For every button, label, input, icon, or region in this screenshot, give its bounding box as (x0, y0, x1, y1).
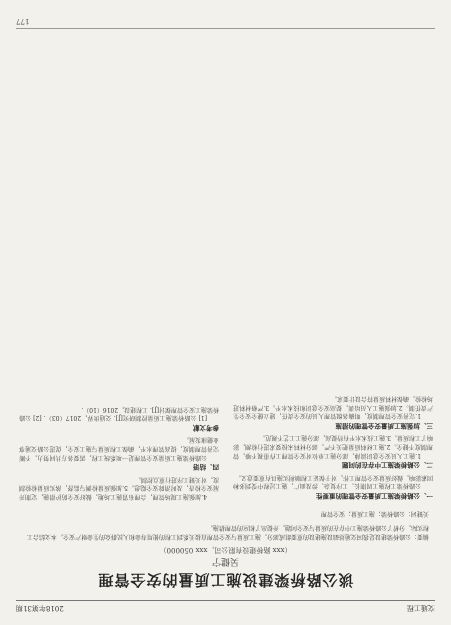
article-title: 谈公路桥梁建设施工质量的安全管理 (97, 571, 354, 589)
page-number: 177 (16, 17, 30, 25)
page-header (16, 600, 435, 615)
paragraph: 1.完善安全管理制度，明确各级管理人员的安全责任，建立健全安全生产责任制。2.加强施工人员培训，提高安全意识和技术水平。3.严格材料进场检验，确保材料质量符合设计要求。 (233, 395, 433, 420)
journal-name: 交通工程 (407, 604, 435, 612)
author-affiliation: （xxx 路桥建设有限公司，xxx 050000） (159, 546, 292, 554)
article-author: 吴健宁 (212, 556, 240, 566)
section-heading: 四、结语 (193, 463, 219, 472)
section-heading: 三、加强施工质量安全管理的措施 (335, 421, 433, 430)
section-heading: 二、公路桥梁施工中存在的问题 (342, 461, 433, 470)
abstract: 摘要：公路桥梁建设是我国交通基础设施建设的重要组成部分，施工质量与安全管理直接关系到工程的使用寿命和人民群众的生命财产安全。本文结合工程实际，分析了公路桥梁施工中存在的质量与安全问题，并提出了相应的管理措施。 (26, 524, 429, 540)
keywords: 关键词：公路桥梁；施工质量；安全管理 (320, 510, 429, 517)
paragraph: 公路桥梁施工质量安全管理是一项系统工程，需要各方共同努力，不断完善管理制度，提高管理水平，确保工程质量与施工安全，促进公路交通事业健康发展。 (19, 436, 219, 461)
paragraph: 4.加强施工现场管理，合理布置施工场地，做好安全防护措施，定期开展安全检查，及时消除安全隐患。5.加强质量检测与监督，落实质量检验制度，对关键工序进行重点控制。 (19, 475, 219, 500)
issue-label: 2018年第31期 (16, 604, 64, 612)
section-heading: 一、公路桥梁施工质量安全管理的重要性 (316, 492, 433, 500)
footer-rule (16, 28, 435, 29)
paragraph: 公路桥梁工程施工周期长、工序复杂、涉及面广，施工过程中受到多种因素影响，做好质量安全管理工作，对于保证工程顺利实施具有重要意义。 (233, 473, 433, 490)
paragraph: 1.施工人员安全意识淡薄，部分施工单位对安全管理工作重视不够，管理制度不健全。2.施工材料质量把关不严，部分材料未按要求进行检测，影响了工程质量。3.施工技术水平有待提高，部分施工工艺不规范。 (233, 434, 433, 459)
left-column (233, 391, 433, 503)
section-heading: 参考文献 (193, 423, 219, 432)
references: [1] 公路桥梁施工质量控制研究[J]. 交通世界，2017（03）. [2] 公路桥梁施工安全管理探讨[J]. 工程建设，2016（10）. (19, 405, 219, 422)
right-column (19, 402, 219, 503)
